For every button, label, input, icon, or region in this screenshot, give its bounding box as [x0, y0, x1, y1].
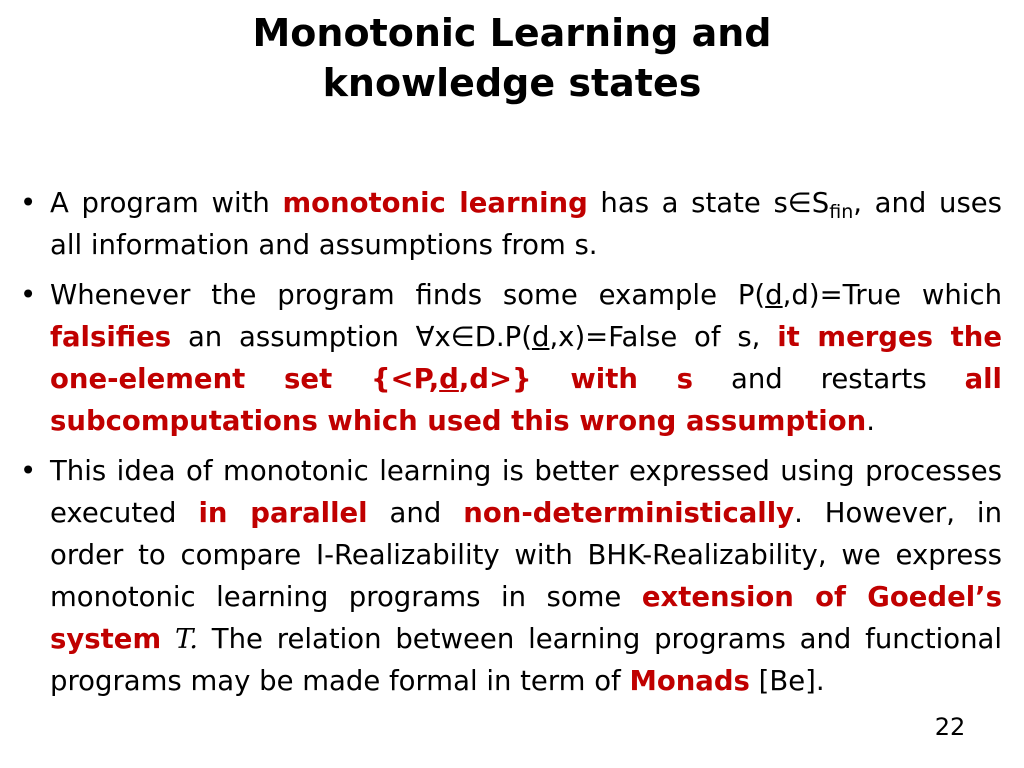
element-of-symbol: ∈	[787, 187, 812, 219]
emphasis-text: ,d>} with s	[458, 363, 694, 395]
text-run: A program with	[50, 187, 283, 219]
bullet-item-2	[20, 274, 1002, 442]
bullet-marker: •	[20, 279, 37, 311]
text-run: D.P(	[474, 321, 532, 353]
emphasis-text: monotonic learning	[282, 187, 588, 219]
text-run: . However, in order to compare I-Realizability with BHK-Realizability, we express monotonic learning programs in some	[50, 497, 1003, 613]
text-run: .	[866, 405, 875, 437]
element-of-symbol: ∈	[450, 321, 475, 353]
page-number: 22	[934, 713, 966, 741]
emphasis-text: it merges the one-element set {<P,	[50, 321, 1002, 395]
text-run: ,d)=True which	[782, 279, 1002, 311]
underlined-text: d	[765, 279, 783, 311]
bullet-item-3	[20, 450, 1002, 702]
emphasis-text: Monads	[629, 665, 750, 697]
slide-title-line-1: Monotonic Learning and	[252, 11, 772, 55]
emphasis-underlined-text: d	[439, 363, 459, 395]
emphasis-text: falsifies	[50, 321, 172, 353]
text-run: and restarts	[693, 363, 965, 395]
forall-symbol: ∀	[415, 321, 435, 353]
subscript-text: fin	[829, 201, 854, 223]
emphasis-text: extension of Goedel’s system	[50, 581, 1003, 655]
emphasis-text: in parallel	[198, 497, 368, 529]
underlined-text: d	[531, 321, 550, 353]
text-run: S	[811, 187, 830, 219]
text-run	[161, 623, 175, 655]
system-t-symbol: T.	[174, 623, 198, 655]
emphasis-text: all subcomputations which used this wrong assumption	[50, 363, 1002, 437]
slide-title	[0, 8, 1024, 108]
text-run: This idea of monotonic learning is better expressed using processes executed	[50, 455, 1002, 529]
emphasis-text: non-deterministically	[463, 497, 795, 529]
bullet-list	[20, 182, 1002, 710]
text-run: [Be].	[749, 665, 825, 697]
text-run: Whenever the program finds some example P(	[50, 279, 766, 311]
text-run: ,x)=False of s,	[549, 321, 778, 353]
bullet-marker: •	[20, 455, 37, 487]
text-run: , and uses all information and assumptions from s.	[50, 187, 1003, 261]
text-run: x	[434, 321, 451, 353]
text-run: The relation between learning programs and functional programs may be made formal in term of	[50, 623, 1002, 697]
slide-title-line-2: knowledge states	[322, 61, 702, 105]
bullet-item-1	[20, 182, 1002, 266]
bullet-marker: •	[20, 187, 37, 219]
text-run: has a state s	[587, 187, 788, 219]
text-run: and	[367, 497, 464, 529]
text-run: an assumption	[171, 321, 416, 353]
